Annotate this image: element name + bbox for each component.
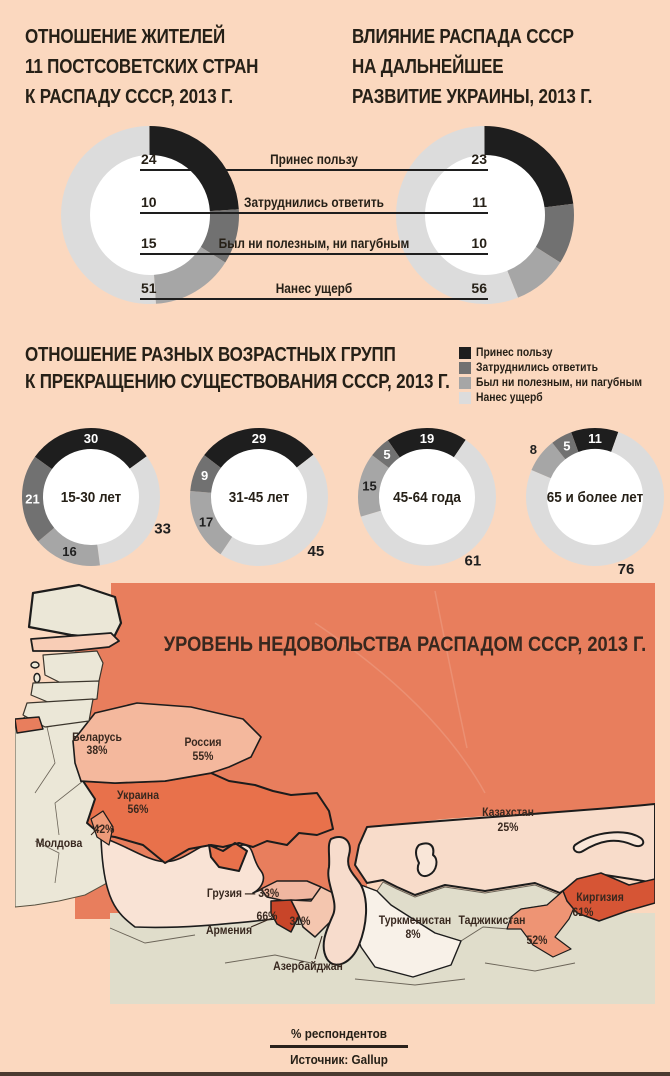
donut-value: 29 bbox=[251, 431, 267, 447]
map-value-tajikistan: 52% bbox=[526, 934, 548, 948]
legend-item-undecided bbox=[459, 360, 661, 375]
map-label-ukraine: Украина bbox=[117, 789, 159, 803]
donut-age-65-plus bbox=[515, 417, 670, 577]
donut-value: 45 bbox=[307, 542, 325, 560]
map-label-kazakhstan: Казахстан bbox=[482, 806, 534, 820]
legend bbox=[459, 345, 661, 405]
donut-center-label: 45-64 года bbox=[393, 489, 461, 507]
category-row-benefit bbox=[140, 142, 488, 171]
category-row-neither bbox=[140, 226, 488, 255]
donut-value: 5 bbox=[563, 438, 571, 454]
value-right: 11 bbox=[472, 194, 487, 210]
legend-label: Принес пользу bbox=[476, 346, 553, 359]
legend-label: Затруднились ответить bbox=[476, 361, 598, 374]
map-region-finland bbox=[29, 585, 121, 639]
bottom-strip bbox=[0, 1072, 670, 1076]
donut-value: 21 bbox=[25, 491, 40, 507]
category-label: Затруднились ответить bbox=[244, 195, 384, 210]
donut-age-31-45 bbox=[179, 417, 339, 577]
legend-label: Нанес ущерб bbox=[476, 391, 543, 404]
value-left: 15 bbox=[141, 235, 157, 251]
category-row-harm bbox=[140, 271, 488, 300]
value-left: 51 bbox=[141, 280, 157, 296]
donut-center-label: 15-30 лет bbox=[60, 489, 122, 507]
map-region-estonia bbox=[43, 651, 103, 685]
donut-value: 61 bbox=[464, 552, 482, 570]
category-row-undecided bbox=[140, 185, 488, 214]
map-region-aral bbox=[416, 843, 436, 876]
title-line: ОТНОШЕНИЕ ЖИТЕЛЕЙ bbox=[25, 26, 226, 48]
donut-value: 15 bbox=[362, 478, 377, 494]
title-line: К ПРЕКРАЩЕНИЮ СУЩЕСТВОВАНИЯ СССР, 2013 Г. bbox=[25, 371, 450, 393]
map-label-moldova: Молдова bbox=[35, 837, 83, 851]
donut-age-15-30 bbox=[11, 417, 171, 577]
map-value-kyrgyzstan: 61% bbox=[572, 906, 594, 920]
title-line: К РАСПАДУ СССР, 2013 Г. bbox=[25, 86, 233, 108]
unit-note: % респондентов bbox=[291, 1026, 387, 1041]
donut-value: 9 bbox=[200, 468, 209, 484]
map-label-azerbaijan: Азербайджан bbox=[273, 960, 343, 974]
legend-swatch-harm bbox=[459, 392, 471, 404]
map-label-georgia: Грузия — 33% bbox=[206, 887, 280, 901]
title-ukraine-impact bbox=[352, 22, 592, 112]
map-value-belarus: 38% bbox=[86, 744, 108, 758]
donut-age-45-64 bbox=[347, 417, 507, 577]
source-note: Источник: Gallup bbox=[290, 1052, 388, 1067]
legend-item-neither bbox=[459, 375, 661, 390]
ussr-discontent-map bbox=[15, 583, 655, 1004]
title-line: РАЗВИТИЕ УКРАИНЫ, 2013 Г. bbox=[352, 86, 593, 108]
donut-value: 30 bbox=[83, 431, 99, 447]
title-age-groups bbox=[25, 342, 450, 396]
title-line: 11 ПОСТСОВЕТСКИХ СТРАН bbox=[25, 56, 259, 78]
value-left: 10 bbox=[141, 194, 157, 210]
map-label-russia: Россия bbox=[184, 736, 222, 750]
value-right: 56 bbox=[471, 280, 487, 296]
legend-swatch-undecided bbox=[459, 362, 471, 374]
category-label: Был ни полезным, ни пагубным bbox=[218, 236, 410, 251]
title-attitude-11-countries bbox=[25, 22, 258, 112]
donut-value: 76 bbox=[617, 560, 635, 577]
map-value-moldova: 42% bbox=[93, 823, 115, 837]
map-value-russia: 55% bbox=[192, 750, 214, 764]
map-label-turkmenistan: Туркменистан bbox=[378, 914, 452, 928]
title-line: ВЛИЯНИЕ РАСПАДА СССР bbox=[352, 26, 574, 48]
donut-value: 5 bbox=[383, 447, 391, 463]
map-value-turkmenistan: 8% bbox=[405, 928, 421, 942]
legend-swatch-neither bbox=[459, 377, 471, 389]
map-island bbox=[31, 662, 39, 668]
map-value-ukraine: 56% bbox=[127, 803, 149, 817]
donut-value: 16 bbox=[62, 544, 77, 560]
footer-divider bbox=[270, 1045, 408, 1048]
legend-swatch-benefit bbox=[459, 347, 471, 359]
value-right: 10 bbox=[471, 235, 487, 251]
donut-value: 33 bbox=[154, 520, 171, 538]
title-line: НА ДАЛЬНЕЙШЕЕ bbox=[352, 56, 504, 78]
value-left: 24 bbox=[141, 151, 157, 167]
donut-center-label: 65 и более лет bbox=[546, 489, 644, 507]
donut-center-label: 31-45 лет bbox=[228, 489, 290, 507]
donut-value: 8 bbox=[529, 441, 537, 457]
value-right: 23 bbox=[471, 151, 487, 167]
map-value-azerbaijan: 31% bbox=[289, 915, 311, 929]
map-label-belarus: Беларусь bbox=[72, 731, 122, 745]
map-title: УРОВЕНЬ НЕДОВОЛЬСТВА РАСПАДОМ СССР, 2013 Г. bbox=[163, 632, 647, 657]
map-label-tajikistan: Таджикистан bbox=[458, 914, 526, 928]
map-island bbox=[34, 674, 40, 683]
map-value-armenia: 66% bbox=[256, 910, 278, 924]
category-label: Нанес ущерб bbox=[275, 281, 353, 296]
map-label-armenia: Армения bbox=[205, 924, 253, 938]
title-line: ОТНОШЕНИЕ РАЗНЫХ ВОЗРАСТНЫХ ГРУПП bbox=[25, 344, 396, 366]
legend-item-benefit bbox=[459, 345, 661, 360]
map-value-kazakhstan: 25% bbox=[497, 821, 519, 835]
category-label: Принес пользу bbox=[270, 152, 358, 167]
map-footer bbox=[239, 1026, 439, 1067]
donut-value: 17 bbox=[198, 514, 214, 530]
legend-label: Был ни полезным, ни пагубным bbox=[476, 376, 643, 389]
donut-value: 19 bbox=[419, 431, 435, 447]
donut-value: 11 bbox=[588, 431, 602, 447]
map-label-kyrgyzstan: Киргизия bbox=[576, 891, 624, 905]
legend-item-harm bbox=[459, 390, 661, 405]
